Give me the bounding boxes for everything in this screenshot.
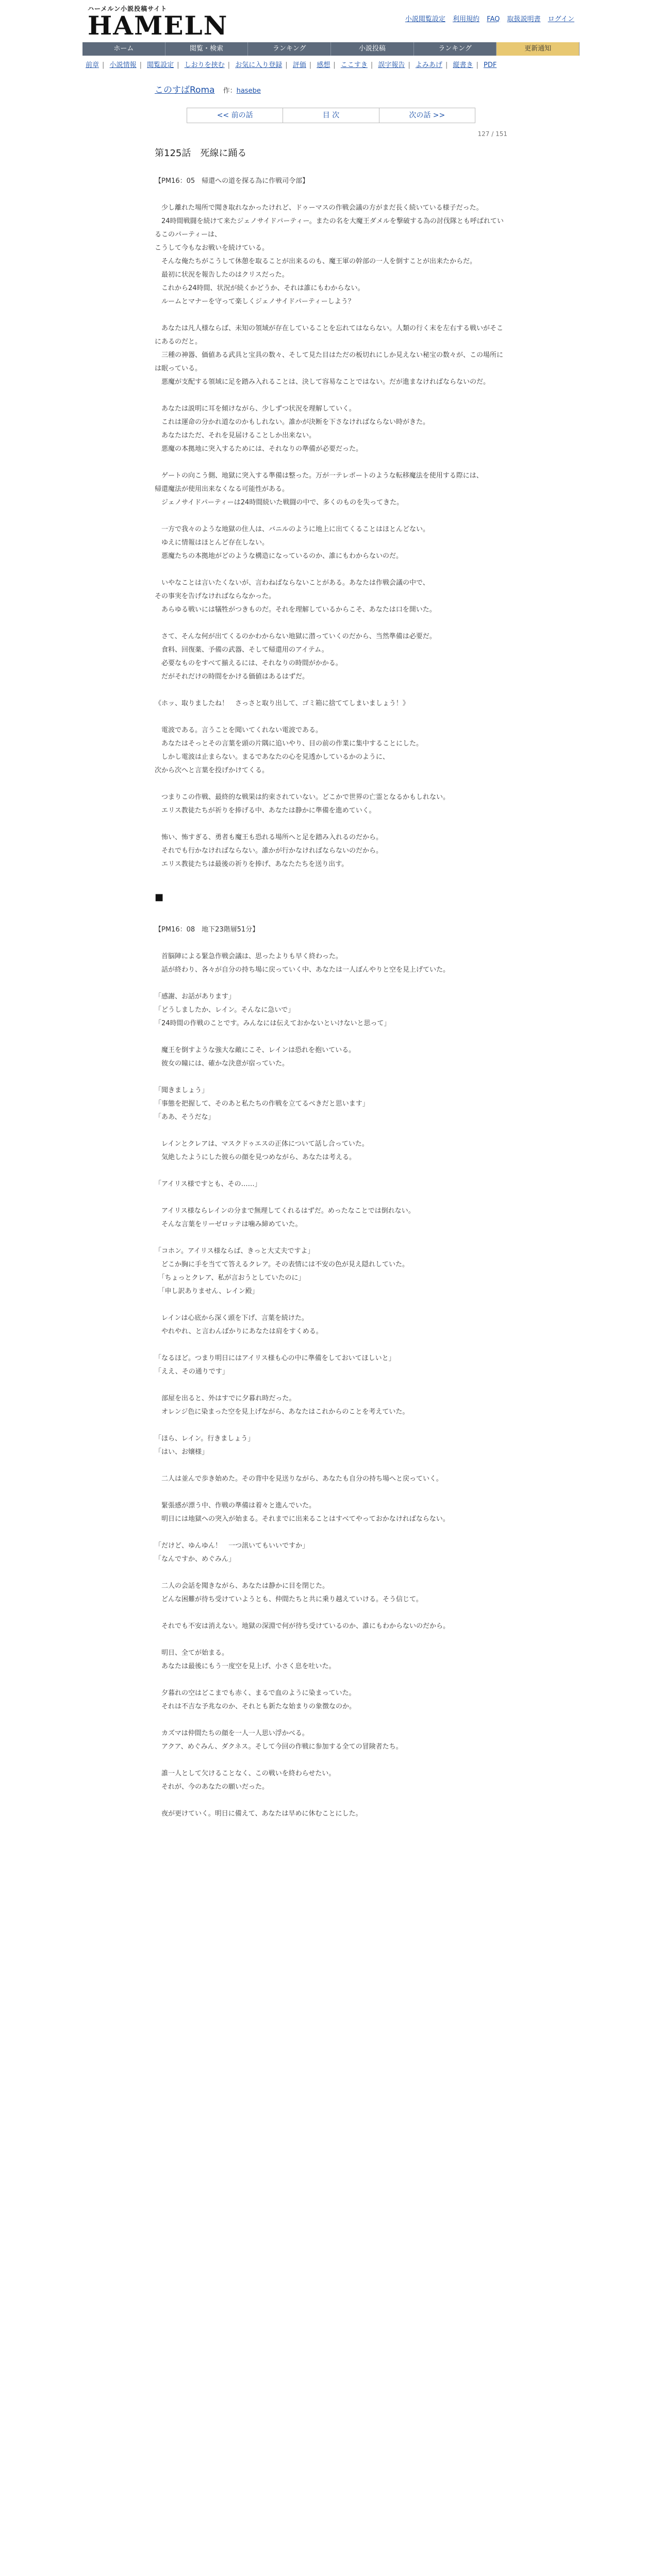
sub-nav-item[interactable]: お気に入り登録: [235, 61, 283, 69]
text-paragraph: そんな言葉をリーゼロッテは噛み締めていた。: [155, 1221, 302, 1228]
top-link[interactable]: FAQ: [487, 15, 500, 23]
text-paragraph: 「聞きましょう」: [155, 1087, 209, 1094]
text-paragraph: やれやれ、と言わんばかりにあなたは肩をすくめる。: [155, 1328, 323, 1335]
text-paragraph: [155, 1298, 507, 1312]
text-paragraph: 「24時間の作戦のことです。みんなには伝えておかないといけないと思って」: [155, 1020, 391, 1027]
nav-item-ranking[interactable]: ランキング: [248, 42, 331, 56]
toc-button[interactable]: 目 次: [283, 108, 379, 123]
text-paragraph: 《ホッ、取りましたね！ さっさと取り出して、ゴミ箱に捨ててしまいましょう！》: [155, 700, 409, 707]
nav-item-search[interactable]: 閲覧・検索: [166, 42, 249, 56]
text-paragraph: [155, 1231, 507, 1245]
section-separator: ■: [155, 892, 164, 903]
sub-nav-item[interactable]: PDF: [484, 61, 497, 69]
sub-nav-item[interactable]: 閲覧設定: [147, 61, 174, 69]
sub-nav-item[interactable]: 感想: [317, 61, 330, 69]
text-paragraph: [155, 710, 507, 724]
text-paragraph: 悪魔が支配する領域に足を踏み入れることは、決して容易なことではない。だが進まなければならないのだ。: [155, 378, 490, 386]
text-paragraph: いやなことは言いたくないが、言わねばならないことがある。あなたは作戦会議の中で、: [155, 579, 429, 587]
text-paragraph: 「コホン。アイリス様ならば、きっと大丈夫ですよ」: [155, 1247, 315, 1255]
text-paragraph: 最初に状況を報告したのはクリスだった。: [155, 271, 289, 279]
text-paragraph: 二人の会話を聞きながら、あなたは静かに目を閉じた。: [155, 1582, 329, 1590]
author-label: 作：: [223, 87, 237, 95]
text-paragraph: 帰還魔法が使用出来なくなる可能性がある。: [155, 485, 289, 493]
text-paragraph: [155, 1419, 507, 1432]
text-paragraph: 気絶したようにした彼らの顔を見つめながら、あなたは考える。: [155, 1154, 356, 1161]
text-paragraph: アイリス様ならレインの分まで無理してくれるはずだ。めったなことでは倒れない。: [155, 1207, 415, 1215]
top-link[interactable]: ログイン: [548, 15, 574, 23]
text-paragraph: 「だけど、ゆんゆん！ 一つ訊いてもいいですか」: [155, 1542, 309, 1550]
sub-nav: 前章 | 小説情報 | 閲覧設定 | しおりを挟む | お気に入り登録 | 評価 | 感想 | ここすき | 誤字報告 | よみあげ | 縦書き | PDF: [86, 61, 497, 69]
text-paragraph: 一方で我々のような地獄の住人は、バニルのように地上に出てくることはほとんどない。: [155, 526, 430, 533]
logo-subtitle: ハーメルン小説投稿サイト: [88, 5, 168, 12]
text-paragraph: カズマは仲間たちの顔を一人一人思い浮かべる。: [155, 1730, 309, 1737]
text-paragraph: それは不吉な予兆なのか、それとも新たな始まりの象徴なのか。: [155, 1703, 356, 1710]
text-paragraph: 魔王を倒すような強大な敵にこそ、レインは恐れを抱いている。: [155, 1046, 356, 1054]
text-paragraph: ルームとマナーを守って楽しくジェノサイドパーティーしよう？: [155, 298, 355, 306]
site-header: [82, 0, 580, 41]
text-paragraph: あなたはそっとその言葉を頭の片隅に追いやり、目の前の作業に集中することにした。: [155, 740, 423, 748]
text-paragraph: [155, 684, 507, 697]
text-paragraph: 少し離れた場所で聞き取れなかったけれど、ドゥーマスの作戦会議の方がまだ長く続いている様子だった。: [155, 204, 483, 212]
text-paragraph: 二人は並んで歩き始めた。その背中を見送りながら、あなたも自分の持ち場へと戻っていく。: [155, 1475, 443, 1483]
text-paragraph: 三種の神器、価値ある武具と宝具の数々、そして見た目はただの板切れにしか見えない秘宝の数々が、この場所には眠っている。: [155, 351, 504, 372]
text-paragraph: さて、そんな何が出てくるのかわからない地獄に潜っていくのだから、当然準備は必要だ。: [155, 633, 436, 640]
text-paragraph: [155, 818, 507, 831]
text-paragraph: 「なんですか、めぐみん」: [155, 1555, 236, 1563]
chapter-text-part1: [155, 175, 507, 871]
text-paragraph: 食料、回復薬、予備の武器、そして帰還用のアイテム。: [155, 646, 328, 654]
text-paragraph: あらゆる戦いには犠牲がつきものだ。それを理解しているからこそ、あなたは口を開いた。: [155, 606, 436, 614]
text-paragraph: [155, 510, 507, 523]
text-paragraph: それでも行かなければならない。誰かが行かなければならないのだから。: [155, 847, 383, 855]
text-paragraph: [155, 1754, 507, 1767]
text-paragraph: 話が終わり、各々が自分の持ち場に戻っていく中、あなたは一人ぼんやりと空を見上げていた。: [155, 966, 450, 974]
text-paragraph: [155, 1338, 507, 1352]
text-paragraph: [155, 1606, 507, 1620]
text-paragraph: [155, 1191, 507, 1205]
top-links: [400, 13, 574, 23]
text-paragraph: 悪魔たちの本拠地がどのような構造になっているのか、誰にもわからないのだ。: [155, 552, 403, 560]
text-paragraph: [155, 456, 507, 469]
text-paragraph: そんな俺たちがこうして休憩を取ることが出来るのも、魔王軍の幹部の一人を倒すことが出来たからだ。: [155, 258, 477, 265]
text-paragraph: [155, 977, 507, 990]
nav-item-notify[interactable]: 更新通知: [496, 42, 580, 56]
text-paragraph: 電波である。言うことを聞いてくれない電波である。: [155, 726, 323, 734]
text-paragraph: ゲートの向こう側、地獄に突入する準備は整った。万が一テレポートのような転移魔法を使用する際には、: [155, 472, 483, 480]
main-nav: [82, 42, 580, 56]
text-paragraph: [155, 1633, 507, 1647]
novel-title-link[interactable]: このすばRoma: [155, 85, 215, 95]
text-paragraph: 「アイリス様ですとも、その……」: [155, 1180, 261, 1188]
logo-text: HAMELN: [88, 10, 228, 41]
sub-nav-item[interactable]: ここすき: [340, 61, 368, 69]
text-paragraph: [155, 1566, 507, 1580]
text-paragraph: 「どうしましたか、レイン。そんなに急いで」: [155, 1006, 295, 1014]
text-paragraph: 明日には地獄への突入が始まる。それまでに出来ることはすべてやっておかなければならない。: [155, 1515, 450, 1523]
text-paragraph: こうして今もなお戦いを続けている。: [155, 244, 269, 252]
text-paragraph: 【PM16：05 帰還への道を探る為に作戦司令部】: [155, 177, 309, 185]
text-paragraph: だがそれだけの時間をかける価値はあるはずだ。: [155, 673, 309, 681]
top-link[interactable]: 利用規約: [453, 15, 480, 23]
text-paragraph: 夜が更けていく。明日に備えて、あなたは早めに休むことにした。: [155, 1810, 362, 1818]
text-paragraph: [155, 1714, 507, 1727]
sub-nav-item[interactable]: 縦書き: [453, 61, 473, 69]
sub-nav-item[interactable]: よみあげ: [415, 61, 442, 69]
text-paragraph: どんな困難が待ち受けていようとも、仲間たちと共に乗り越えていける。そう信じて。: [155, 1596, 423, 1603]
site-logo[interactable]: [88, 4, 228, 41]
text-paragraph: エリス教徒たちが祈りを捧げる中、あなたは静かに準備を進めていく。: [155, 807, 376, 815]
text-paragraph: その事実を告げなければならなかった。: [155, 592, 276, 600]
top-link[interactable]: 小説閲覧設定: [405, 15, 445, 23]
text-paragraph: 「はい、お嬢様」: [155, 1448, 209, 1456]
nav-item-post[interactable]: 小説投稿: [331, 42, 414, 56]
text-paragraph: 誰一人として欠けることなく、この戦いを終わらせたい。: [155, 1770, 336, 1777]
text-paragraph: アクア、めぐみん、ダクネス。そして今回の作戦に参加する全ての冒険者たち。: [155, 1743, 403, 1751]
text-paragraph: 「ええ、その通りです」: [155, 1368, 229, 1376]
chapter-text-part2: [155, 923, 507, 1821]
text-paragraph: これから24時間、状況が続くかどうか、それは誰にもわからない。: [155, 284, 365, 292]
text-paragraph: 緊張感が漂う中、作戦の準備は着々と進んでいた。: [155, 1502, 316, 1510]
text-paragraph: [155, 563, 507, 577]
text-paragraph: [155, 1459, 507, 1472]
main-content: [155, 82, 507, 1821]
text-paragraph: 「ほら、レイン。行きましょう」: [155, 1435, 255, 1443]
text-paragraph: [155, 188, 507, 201]
nav-item-home[interactable]: ホーム: [82, 42, 166, 56]
text-paragraph: これは運命の分かれ道なのかもしれない。誰かが決断を下さなければならない時がきた。: [155, 418, 430, 426]
chapter-title: 第125話 死線に踊る: [155, 148, 247, 159]
prev-chapter-button[interactable]: << 前の話: [187, 108, 283, 123]
text-paragraph: [155, 389, 507, 402]
text-paragraph: [155, 1030, 507, 1044]
text-paragraph: レインとクレアは、マスクドゥエスの正体について話し合っていた。: [155, 1140, 369, 1148]
text-paragraph: [155, 1526, 507, 1539]
text-paragraph: オレンジ色に染まった空を見上げながら、あなたはこれからのことを考えていた。: [155, 1408, 409, 1416]
text-paragraph: あなたはただ、それを見届けることしか出来ない。: [155, 432, 316, 439]
next-chapter-button[interactable]: 次の話 >>: [409, 111, 445, 120]
text-paragraph: ゆえに情報はほとんど存在しない。: [155, 539, 269, 547]
text-paragraph: 次から次へと言葉を投げかけてくる。: [155, 767, 269, 774]
text-paragraph: 必要なものをすべて揃えるには、それなりの時間がかかる。: [155, 659, 342, 667]
author-info: [223, 85, 261, 95]
text-paragraph: 怖い、怖すぎる、勇者も魔王も恐れる場所へと足を踏み入れるのだから。: [155, 834, 383, 841]
text-paragraph: 「ああ、そうだな」: [155, 1113, 215, 1121]
text-paragraph: [155, 1486, 507, 1499]
text-paragraph: どこか胸に手を当てて答えるクレア。その表情には不安の色が見え隠れしていた。: [155, 1261, 409, 1268]
text-paragraph: あなたは最後にもう一度空を見上げ、小さく息を吐いた。: [155, 1663, 336, 1670]
text-paragraph: つまりこの作戦、最終的な戦果は約束されていない。どこかで世界の亡霊となるかもしれない。: [155, 793, 450, 801]
text-paragraph: [155, 1794, 507, 1807]
text-paragraph: 24時間戦闘を続けて来たジェノサイドパーティー。またの名を大魔王ダメルを撃破する為の討伐隊とも呼ばれているこのパーティーは、: [155, 217, 504, 239]
text-paragraph: [155, 309, 507, 322]
text-paragraph: ジェノサイドパーティーは24時間続いた戦闘の中で、多くのものを失ってきた。: [155, 499, 404, 506]
text-paragraph: 「申し訳ありません、レイン殿」: [155, 1287, 259, 1295]
text-paragraph: 夕暮れの空はどこまでも赤く、まるで血のように染まっていた。: [155, 1689, 356, 1697]
author-link[interactable]: hasebe: [236, 87, 261, 95]
text-paragraph: レインは心底から深く頭を下げ、言葉を続けた。: [155, 1314, 308, 1322]
sub-nav-item[interactable]: しおりを挟む: [184, 61, 225, 69]
text-paragraph: 「感謝、お話があります」: [155, 993, 236, 1001]
text-paragraph: 「ちょっとクレア、私が言おうとしていたのに」: [155, 1274, 305, 1282]
text-paragraph: [155, 777, 507, 791]
text-paragraph: 首脳陣による緊急作戦会議は、思ったよりも早く終わった。: [155, 953, 342, 960]
text-paragraph: 部屋を出ると、外はすでに夕暮れ時だった。: [155, 1395, 296, 1402]
sub-nav-item[interactable]: 前章: [86, 61, 100, 69]
top-link[interactable]: 取扱説明書: [507, 15, 541, 23]
text-paragraph: [155, 617, 507, 630]
text-paragraph: [155, 1124, 507, 1138]
text-paragraph: 彼女の瞳には、確かな決意が宿っていた。: [155, 1060, 289, 1067]
sub-nav-item[interactable]: 小説情報: [109, 61, 137, 69]
page-count: 127 / 151: [477, 130, 507, 138]
text-paragraph: 「事態を把握して、そのあと私たちの作戦を立てるべきだと思います」: [155, 1100, 369, 1108]
text-paragraph: 悪魔の本拠地に突入するためには、それなりの準備が必要だった。: [155, 445, 363, 453]
text-paragraph: エリス教徒たちは最後の祈りを捧げ、あなたたちを送り出す。: [155, 860, 349, 868]
text-paragraph: [155, 1071, 507, 1084]
text-paragraph: しかし電波は止まらない。まるであなたの心を見透かしているかのように、: [155, 753, 389, 761]
text-paragraph: 「なるほど。つまり明日にはアイリス様も心の中に準備をしておいてほしいと」: [155, 1354, 395, 1362]
text-paragraph: [155, 1164, 507, 1178]
sub-nav-item[interactable]: 評価: [292, 61, 306, 69]
nav-item-ranking-2[interactable]: ランキング: [414, 42, 497, 56]
text-paragraph: [155, 937, 507, 950]
text-paragraph: それでも不安は消えない。地獄の深淵で何が待ち受けているのか、誰にもわからないのだから。: [155, 1622, 450, 1630]
sub-nav-item[interactable]: 誤字報告: [378, 61, 405, 69]
text-paragraph: あなたは説明に耳を傾けながら、少しずつ状況を理解していく。: [155, 405, 356, 413]
text-paragraph: それが、今のあなたの願いだった。: [155, 1783, 269, 1791]
chapter-pager-top: [187, 108, 475, 123]
text-paragraph: 明日、全てが始まる。: [155, 1649, 229, 1657]
text-paragraph: [155, 1379, 507, 1392]
text-paragraph: あなたは凡人様ならば、未知の領域が存在していることを忘れてはならない。人類の行く末を左右する戦いがそこにあるのだと。: [155, 325, 504, 346]
text-paragraph: [155, 1673, 507, 1687]
text-paragraph: 【PM16：08 地下23階層51分】: [155, 926, 259, 934]
